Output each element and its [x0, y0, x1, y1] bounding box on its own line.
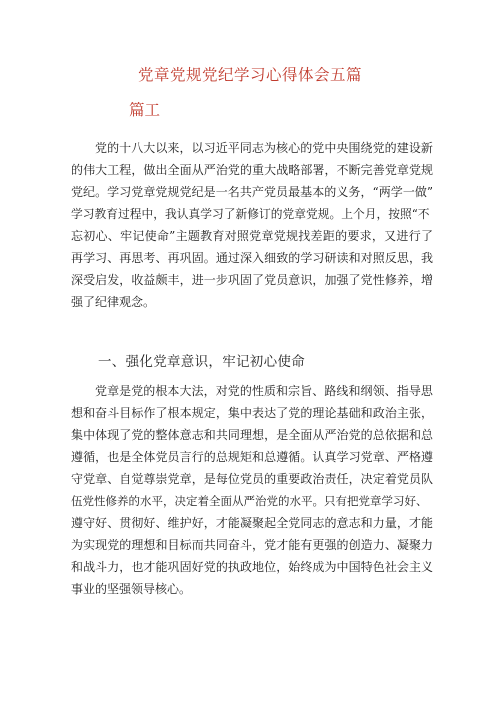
paragraph-line: 再学习、再思考、再巩固。通过深入细致的学习研读和对照反思，我: [71, 251, 434, 265]
paragraph-line: 为实现党的理想和目标而共同奋斗，党才能有更强的创造力、凝聚力: [71, 538, 434, 552]
paragraph-line: 想和奋斗目标作了根本规定，集中表达了党的理论基础和政治主张，: [71, 406, 434, 420]
paragraph-line: 学习教育过程中，我认真学习了新修订的党章党规。上个月，按照“不: [71, 207, 430, 221]
paragraph-line: 和战斗力，也才能巩固好党的执政地位，始终成为中国特色社会主义: [71, 560, 434, 574]
paragraph-section1: [71, 380, 433, 600]
paragraph-line: 的伟大工程，做出全面从严治党的重大战略部署，不断完善党章党规: [71, 163, 434, 177]
paragraph-line: 事业的坚强领导核心。: [71, 582, 192, 596]
document-title: 党章党规党纪学习心得体会五篇: [137, 66, 362, 84]
section-heading: 一、强化党章意识，牢记初心使命: [98, 354, 305, 370]
paragraph-intro: [71, 137, 433, 313]
document-subtitle: 篇工: [129, 101, 161, 119]
paragraph-line: 深受启发，收益颇丰，进一步巩固了党员意识，加强了党性修养，增: [71, 273, 434, 287]
paragraph-line: 守党章、自觉尊崇党章，是每位党员的重要政治责任，决定着党员队: [71, 472, 434, 486]
paragraph-line: 党的十八大以来，以习近平同志为核心的党中央围绕党的建设新: [95, 141, 433, 155]
paragraph-line: 强了纪律观念。: [71, 295, 156, 309]
paragraph-line: 党章是党的根本大法，对党的性质和宗旨、路线和纲领、指导思: [95, 384, 433, 398]
paragraph-line: 忘初心、牢记使命”主题教育对照党章党规找差距的要求，又进行了: [71, 229, 434, 243]
paragraph-line: 伍党性修养的水平，决定着全面从严治党的水平。只有把党章学习好、: [71, 494, 428, 508]
paragraph-line: 党纪。学习党章党规党纪是一名共产党员最基本的义务，“两学一做”: [71, 185, 434, 199]
paragraph-line: 遵循，也是全体党员言行的总规矩和总遵循。认真学习党章、严格遵: [71, 450, 434, 464]
paragraph-line: 遵守好、贯彻好、维护好，才能凝聚起全党同志的意志和力量，才能: [71, 516, 434, 530]
paragraph-line: 集中体现了党的整体意志和共同理想，是全面从严治党的总依据和总: [71, 428, 434, 442]
